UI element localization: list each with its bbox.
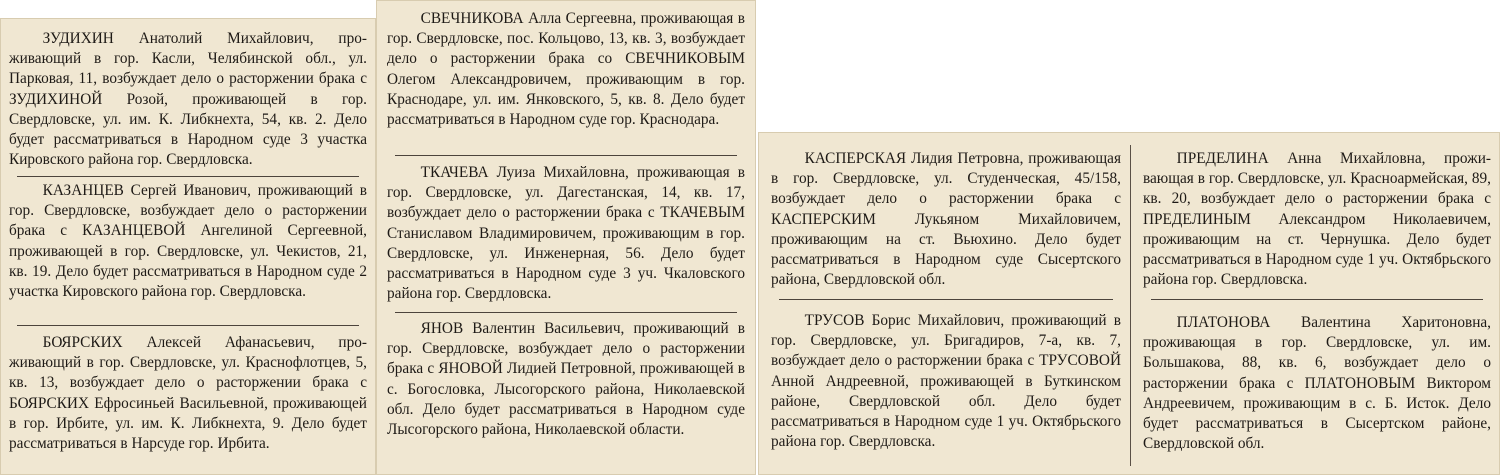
notice-kazantsev: КАЗАНЦЕВ Сергей Иванович, проживающий в гор. Свердловске, возбуждает дело о расторжении брака с КАЗАНЦЕВОЙ Ангелиной Сергеевной, проживающей в гор. Свердловске, ул. Чекистов, 21, кв. 19. Дело будет рассматриваться в Народном суде 2 участка Кировского района гор. Свердловска. bbox=[9, 182, 367, 301]
notice-zudikhin: ЗУДИХИН Анатолий Михайлович, проживающий в гор. Касли, Челябинской обл., ул. Парковая, 11, возбуждает дело о расторжении брака с ЗУДИХИНОЙ Розой, проживающей в гор. Свердловске, ул. им. К. Либкнехта, 54, кв. 2. Дело будет рассматриваться в Народном суде 3 участка Кировского района гор. Свердловска. bbox=[9, 30, 367, 169]
notice-column bbox=[387, 1, 745, 474]
divider bbox=[17, 176, 359, 177]
divider bbox=[395, 312, 737, 313]
notice-platonova: ПЛАТОНОВА Валентина Харитоновна, проживающая в гор. Свердловске, ул. им. Большакова, 88, кв. 6, возбуждает дело о расторжении брака с ПЛАТОНОВЫМ Виктором Андреевичем, проживающим в с. Б. Исток. Дело будет рассматриваться в Сысертском районе, Свердловской обл. bbox=[1143, 314, 1491, 453]
notice-svechnikova: СВЕЧНИКОВА Алла Сергеевна, проживающая в гор. Свердловске, пос. Кольцово, 13, кв. 3, возбуждает дело о расторжении брака со СВЕЧНИКОВЫМ Олегом Александровичем, проживающим в гор. Краснодаре, ул. им. Янковского, 5, кв. 8. Дело будет рассматриваться в Народном суде гор. Краснодара. bbox=[387, 10, 745, 129]
newspaper-clipping-middle bbox=[376, 0, 756, 475]
notice-predelina: ПРЕДЕЛИНА Анна Михайловна, проживающая в гор. Свердловске, ул. Красноармейская, 89, кв. 20, возбуждает дело о расторжении брака с ПРЕДЕЛИНЫМ Александром Николаевичем, проживающим на ст. Чернушка. Дело будет рассматриваться в Народном суде 1 уч. Октябрьского района гор. Свердловска. bbox=[1143, 150, 1491, 289]
column-divider bbox=[1130, 145, 1131, 466]
notice-column bbox=[1143, 133, 1491, 474]
notice-yanov: ЯНОВ Валентин Васильевич, проживающий в гор. Свердловске, возбуждает дело о расторжении брака с ЯНОВОЙ Лидией Петровной, проживающей в с. Богословка, Лысогорского района, Николаевской обл. Дело будет рассматриваться в Народном суде Лысогорского района, Николаевской области. bbox=[387, 320, 745, 439]
notice-kasperskaya: КАСПЕРСКАЯ Лидия Петровна, проживающая в гор. Свердловске, ул. Студенческая, 45/158, возбуждает дело о расторжении брака с КАСПЕРСКИМ Лукьяном Михайловичем, проживающим на ст. Вьюхино. Дело будет рассматриваться в Народном суде Сысертского района, Свердловской обл. bbox=[771, 150, 1121, 289]
notice-tkacheva: ТКАЧЕВА Луиза Михайловна, проживающая в гор. Свердловске, ул. Дагестанская, 14, кв. 17, возбуждает дело о расторжении брака с ТКАЧЕВЫМ Станиславом Владимировичем, проживающим в гор. Свердловске, ул. Инженерная, 56. Дело будет рассматриваться в Народном суде 3 уч. Чкаловского района гор. Свердловска. bbox=[387, 164, 745, 303]
newspaper-clipping-left bbox=[0, 18, 376, 475]
divider bbox=[779, 299, 1113, 300]
notice-boyarskikh: БОЯРСКИХ Алексей Афанасьевич, проживающий в гор. Свердловске, ул. Краснофлотцев, 5, кв. 13, возбуждает дело о расторжении брака с БОЯРСКИХ Ефросиньей Васильевной, проживающей в гор. Ирбите, ул. им. К. Либкнехта, 9. Дело будет рассматриваться в Нарсуде гор. Ирбита. bbox=[9, 334, 367, 453]
divider bbox=[1151, 299, 1483, 300]
divider bbox=[17, 325, 359, 326]
notice-column bbox=[771, 133, 1121, 474]
newspaper-clipping-right bbox=[758, 132, 1500, 475]
notice-trusov: ТРУСОВ Борис Михайлович, проживающий в гор. Свердловске, ул. Бригадиров, 7-а, кв. 7, возбуждает дело о расторжении брака с ТРУСОВОЙ Анной Андреевной, проживающей в Буткинском районе, Свердловской обл. Дело будет рассматриваться в Народном суде 1 уч. Октябрьского района гор. Свердловска. bbox=[771, 312, 1121, 451]
notice-column bbox=[9, 19, 367, 474]
divider bbox=[395, 155, 737, 156]
